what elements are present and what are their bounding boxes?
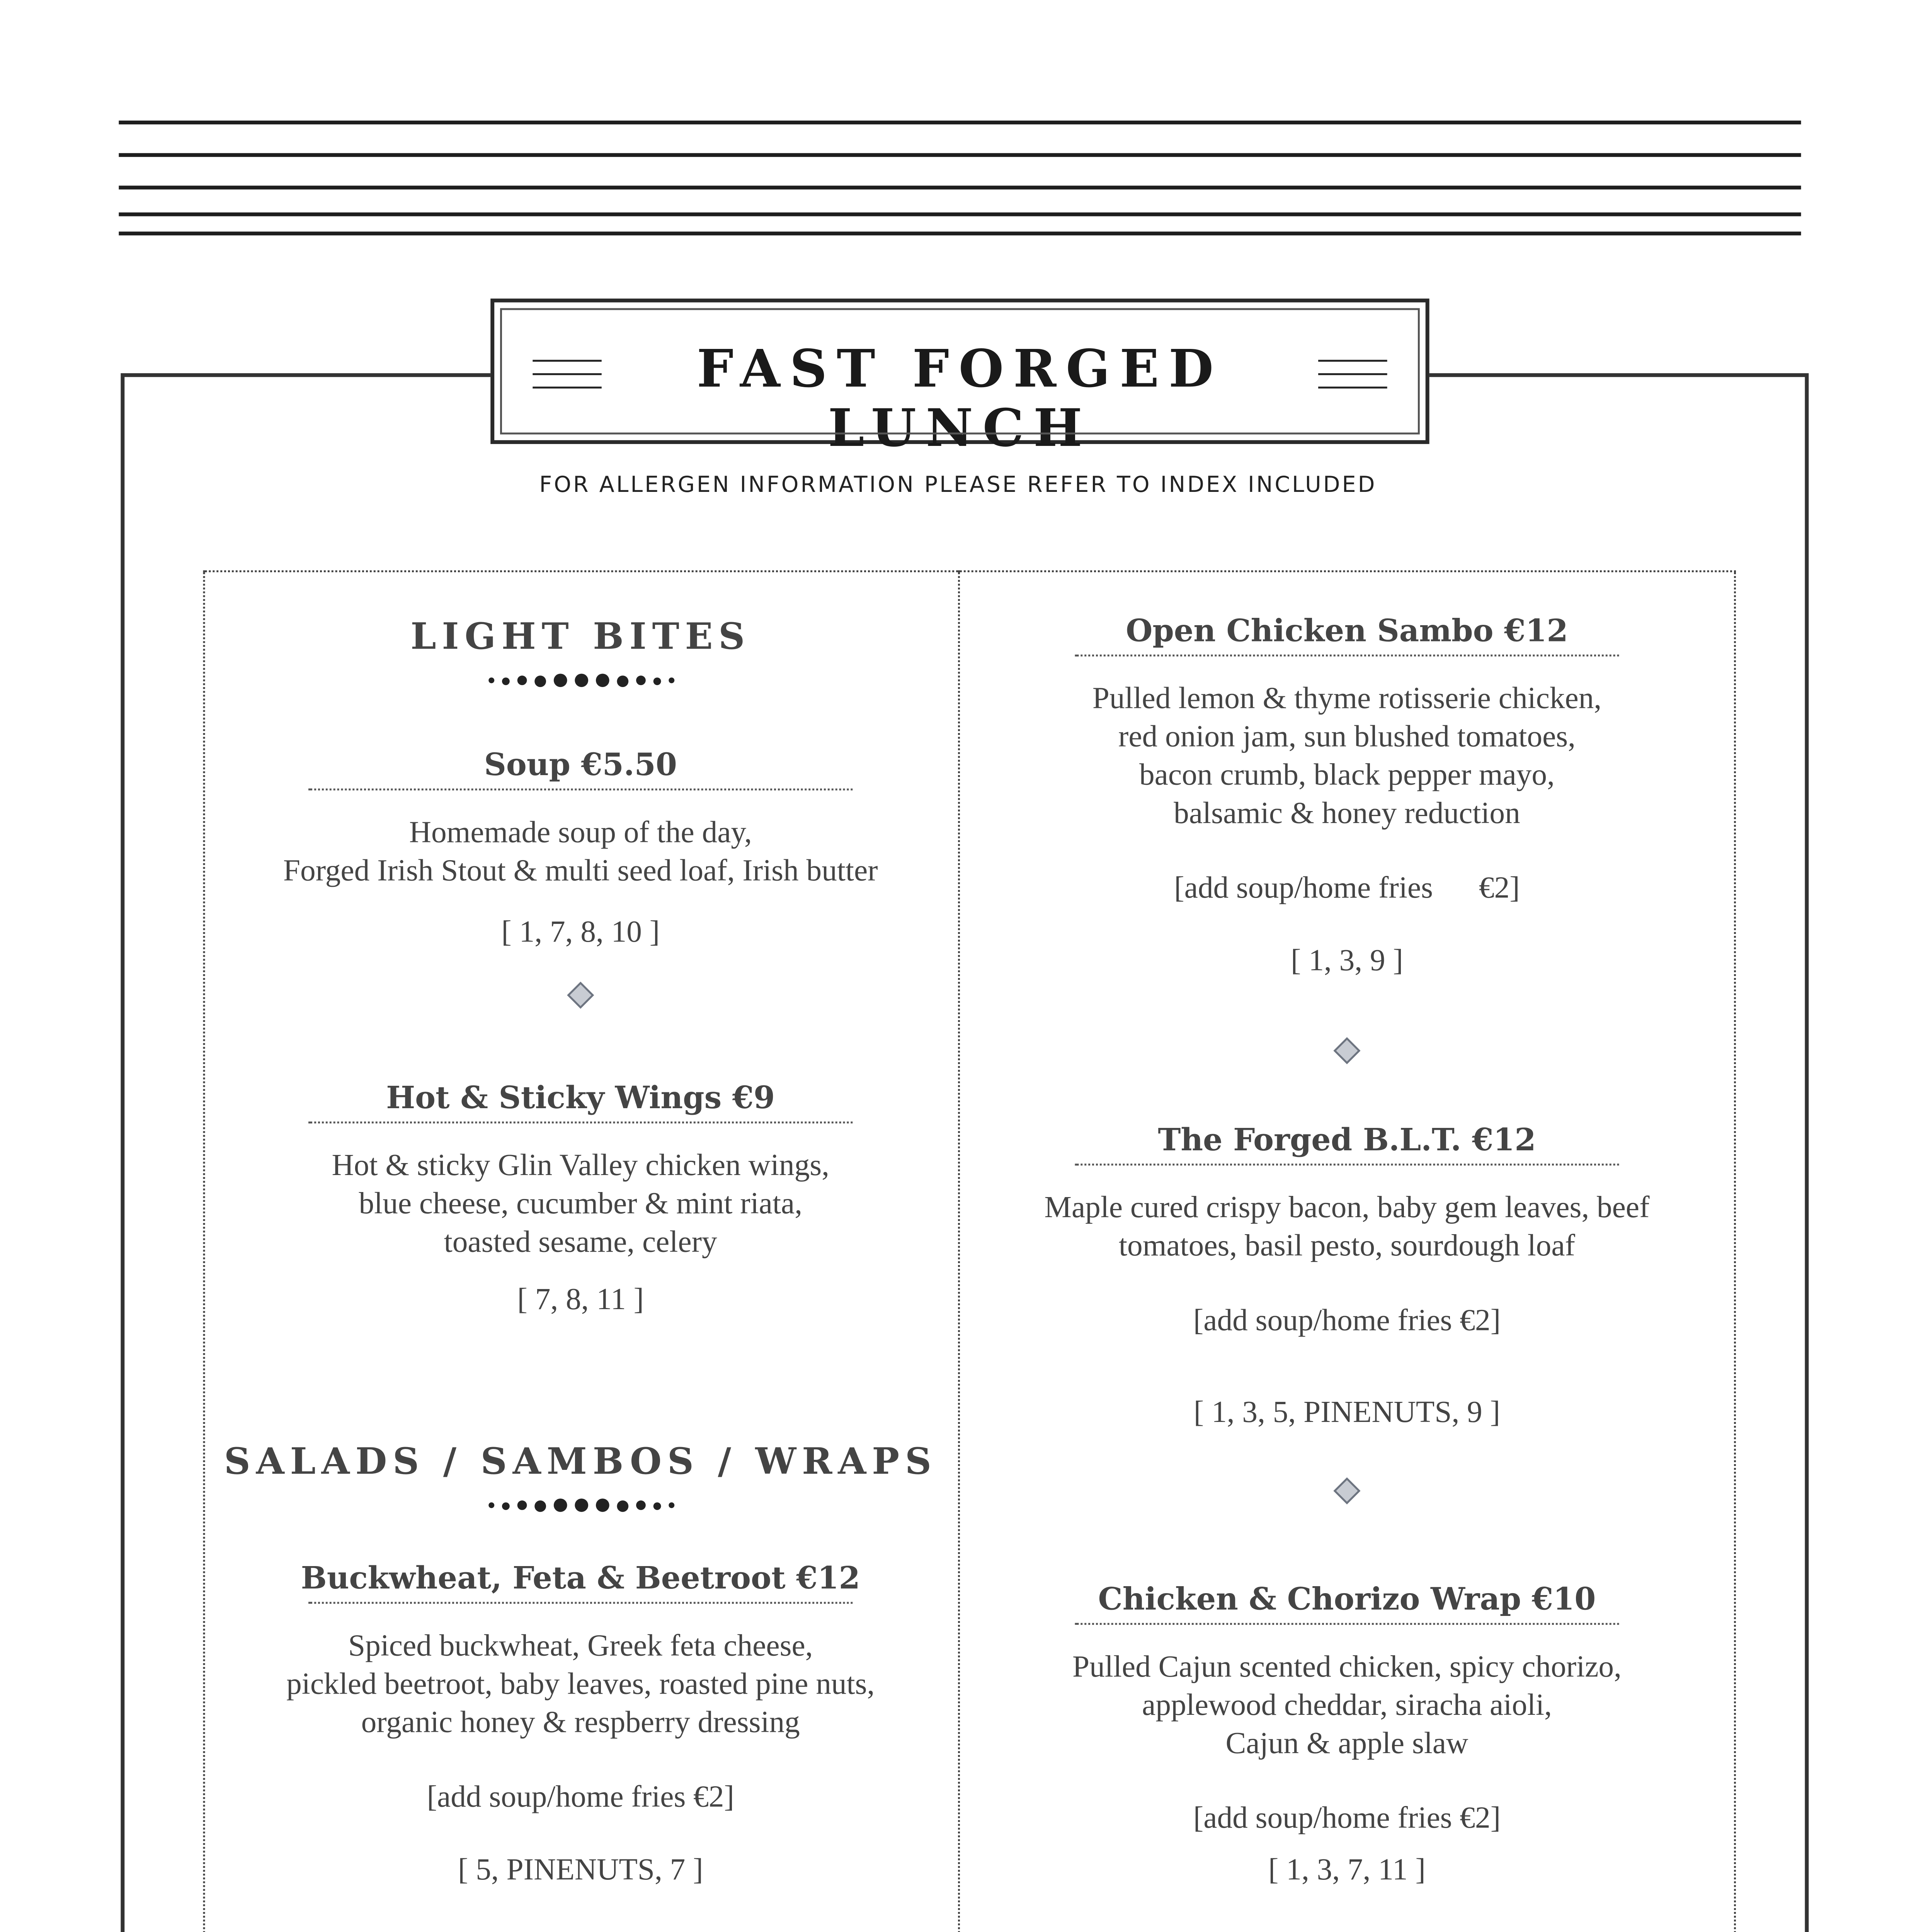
- item-underline: [1075, 1163, 1619, 1165]
- title-ornament-left: [533, 360, 601, 398]
- item-description: Spiced buckwheat, Greek feta cheese, pickled beetroot, baby leaves, roasted pine nuts, organic honey & respberry dressing: [286, 1630, 875, 1740]
- allergen-notice: FOR ALLERGEN INFORMATION PLEASE REFER TO INDEX INCLUDED: [539, 471, 1377, 498]
- item-title: Chicken & Chorizo Wrap €10: [1098, 1581, 1596, 1617]
- item-underline: [1075, 655, 1619, 656]
- item-underline: [308, 789, 853, 791]
- item-underline: [308, 1121, 853, 1123]
- add-on-note: [add soup/home fries €2]: [1193, 1305, 1501, 1338]
- item-title: Buckwheat, Feta & Beetroot €12: [301, 1560, 860, 1596]
- diamond-divider: [567, 982, 594, 1009]
- item-title: Hot & Sticky Wings €9: [386, 1079, 775, 1116]
- add-on-note: [add soup/home fries €2]: [1174, 872, 1520, 905]
- allergen-codes: [ 1, 3, 5, PINENUTS, 9 ]: [1193, 1397, 1501, 1430]
- item-description: Maple cured crispy bacon, baby gem leaves, beef tomatoes, basil pesto, sourdough loaf: [1044, 1192, 1650, 1263]
- diamond-divider: [1333, 1037, 1360, 1064]
- item-underline: [1075, 1623, 1619, 1625]
- right-column: [958, 570, 1736, 1932]
- section-light-bites: [203, 616, 958, 687]
- page-title: FAST FORGED LUNCH: [696, 340, 1223, 459]
- left-column: [203, 570, 958, 1932]
- allergen-codes: [ 1, 3, 7, 11 ]: [1268, 1854, 1426, 1887]
- menu-item-wrap: [958, 1581, 1736, 1889]
- add-on-note: [add soup/home fries €2]: [1193, 1803, 1501, 1835]
- section-heading: LIGHT BITES: [410, 616, 751, 658]
- section-heading: SALADS / SAMBOS / WRAPS: [224, 1441, 937, 1483]
- menu-item-buckwheat: [203, 1560, 958, 1932]
- menu-item-wings: [203, 1079, 958, 1318]
- title-box: [490, 299, 1429, 459]
- item-description: Hot & sticky Glin Valley chicken wings, blue cheese, cucumber & mint riata, toasted sesame, celery: [332, 1150, 829, 1260]
- allergen-codes: [ 5, PINENUTS, 7 ]: [458, 1854, 703, 1887]
- item-description: Homemade soup of the day, Forged Irish Stout & multi seed loaf, Irish butter: [283, 817, 878, 888]
- title-ornament-right: [1318, 360, 1387, 398]
- dots-ornament: [203, 673, 958, 687]
- menu-item-blt: [958, 1121, 1736, 1500]
- item-title: Soup €5.50: [484, 746, 677, 783]
- menu-item-chicken-sambo: [958, 612, 1736, 1060]
- diamond-divider: [1333, 1477, 1360, 1504]
- item-description: Pulled lemon & thyme rotisserie chicken, red onion jam, sun blushed tomatoes, bacon crumb, black pepper mayo, balsamic & honey reduction: [1092, 683, 1602, 831]
- item-title: The Forged B.L.T. €12: [1158, 1121, 1536, 1158]
- allergen-codes: [ 7, 8, 11 ]: [517, 1284, 644, 1317]
- allergen-codes: [ 1, 7, 8, 10 ]: [501, 917, 660, 949]
- item-underline: [308, 1602, 853, 1604]
- allergen-codes: [ 1, 3, 9 ]: [1291, 945, 1403, 978]
- dots-ornament: [203, 1498, 958, 1512]
- item-description: Pulled Cajun scented chicken, spicy chorizo, applewood cheddar, siracha aioli, Cajun & apple slaw: [1072, 1651, 1622, 1761]
- section-salads: [203, 1441, 958, 1512]
- menu-item-soup: [203, 747, 958, 1005]
- add-on-note: [add soup/home fries €2]: [427, 1782, 734, 1815]
- item-title: Open Chicken Sambo €12: [1126, 612, 1568, 649]
